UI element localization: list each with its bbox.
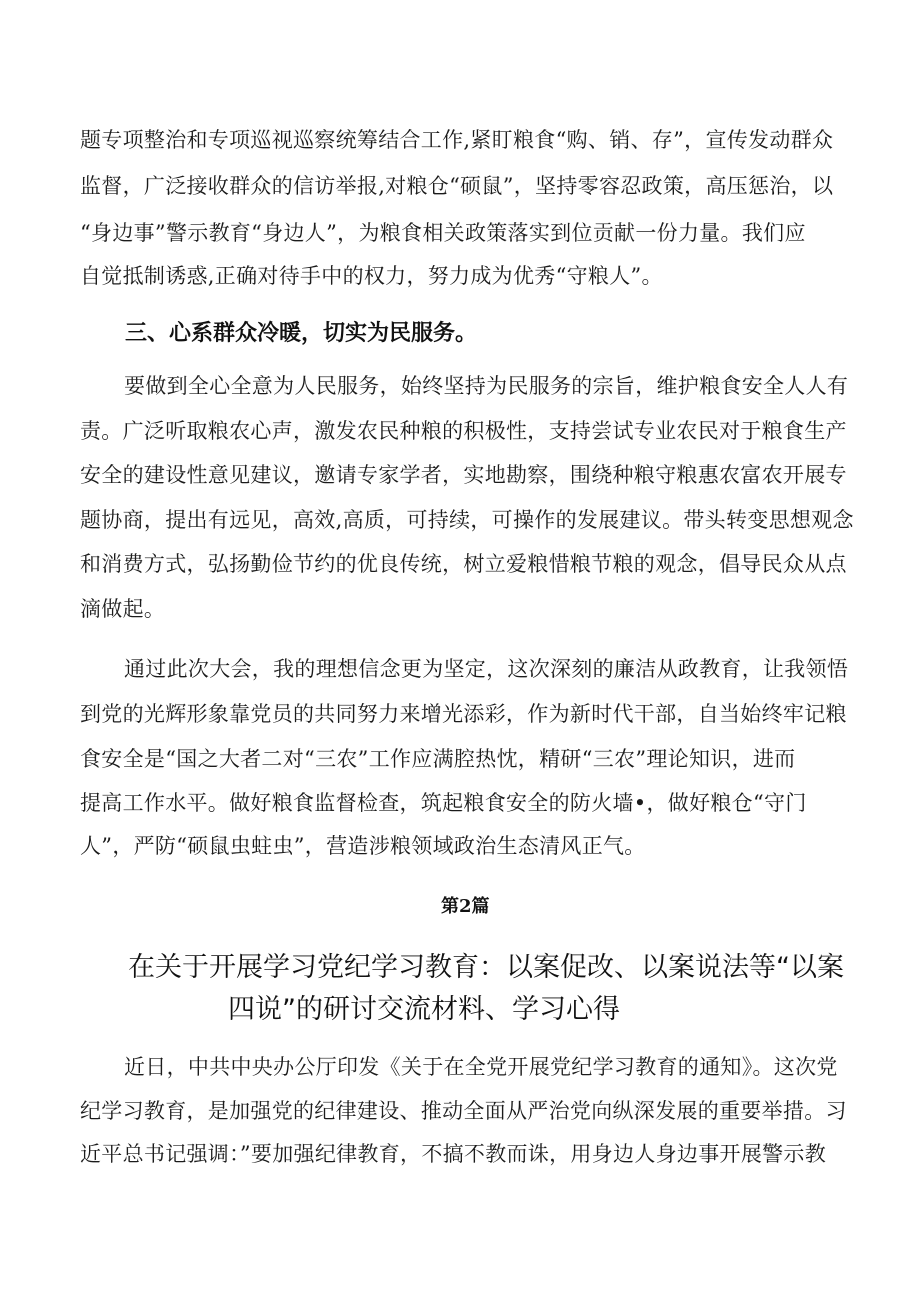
paragraph-line: 近日，中共中央办公厅印发《关于在全党开展党纪学习教育的通知》。这次党: [124, 1055, 838, 1079]
article-title-line: 四说”的研讨交流材料、学习心得: [228, 994, 620, 1025]
paragraph-line: 要做到全心全意为人民服务，始终坚持为民服务的宗旨，维护粮食安全人人有: [124, 374, 849, 398]
section-heading: 三、心系群众冷暖，切实为民服务。: [125, 321, 478, 346]
chapter-label: 第2篇: [441, 896, 490, 917]
paragraph-line: 责。广泛听取粮农心声，激发农民种粮的积极性，支持尝试专业农民对于粮食生产: [80, 419, 847, 443]
paragraph-line: 安全的建设性意见建议，邀请专家学者，实地勘察，围绕种粮守粮惠农富农开展专: [80, 463, 847, 487]
paragraph-line: “身边事”警示教育“身边人”，为粮食相关政策落实到位贡献一份力量。我们应: [80, 221, 806, 245]
paragraph-line: 通过此次大会，我的理想信念更为坚定，这次深刻的廉洁从政教育，让我领悟: [124, 657, 849, 681]
paragraph-line: 提高工作水平。做好粮食监督检查，筑起粮食安全的防火墙•，做好粮仓“守门: [80, 791, 807, 815]
paragraph-line: 题协商，提出有远见，高效,高质，可持续，可操作的发展建议。带头转变思想观念: [80, 508, 854, 532]
paragraph-line: 纪学习教育，是加强党的纪律建设、推动全面从严治党向纵深发展的重要举措。习: [80, 1099, 847, 1123]
paragraph-line: 到党的光辉形象靠党员的共同努力来增光添彩，作为新时代干部，自当始终牢记粮: [80, 702, 847, 726]
paragraph-line: 近平总书记强调：”要加强纪律教育，不搞不教而诛，用身边人身边事开展警示教: [80, 1142, 827, 1166]
paragraph-line: 滴做起。: [80, 597, 166, 621]
paragraph-line: 和消费方式，弘扬勤俭节约的优良传统，树立爱粮惜粮节粮的观念，倡导民众从点: [80, 552, 847, 576]
paragraph-line: 题专项整治和专项巡视巡察统筹结合工作,紧盯粮食“购、销、存”，宣传发动群众: [80, 128, 834, 152]
paragraph-line: 监督，广泛接收群众的信访举报,对粮仓“硕鼠”，坚持零容忍政策，高压惩治，以: [80, 174, 834, 198]
paragraph-line: 自觉抵制诱惑,正确对待手中的权力，努力成为优秀“守粮人”。: [80, 264, 663, 288]
article-title-line: 在关于开展学习党纪学习教育：以案促改、以案说法等“以案: [128, 952, 844, 983]
paragraph-line: 食安全是“国之大者二对“三农”工作应满腔热忱，精研“三农”理论知识，进而: [80, 747, 796, 771]
paragraph-line: 人”，严防“硕鼠虫蛀虫”，营造涉粮领域政治生态清风正气。: [80, 834, 646, 858]
